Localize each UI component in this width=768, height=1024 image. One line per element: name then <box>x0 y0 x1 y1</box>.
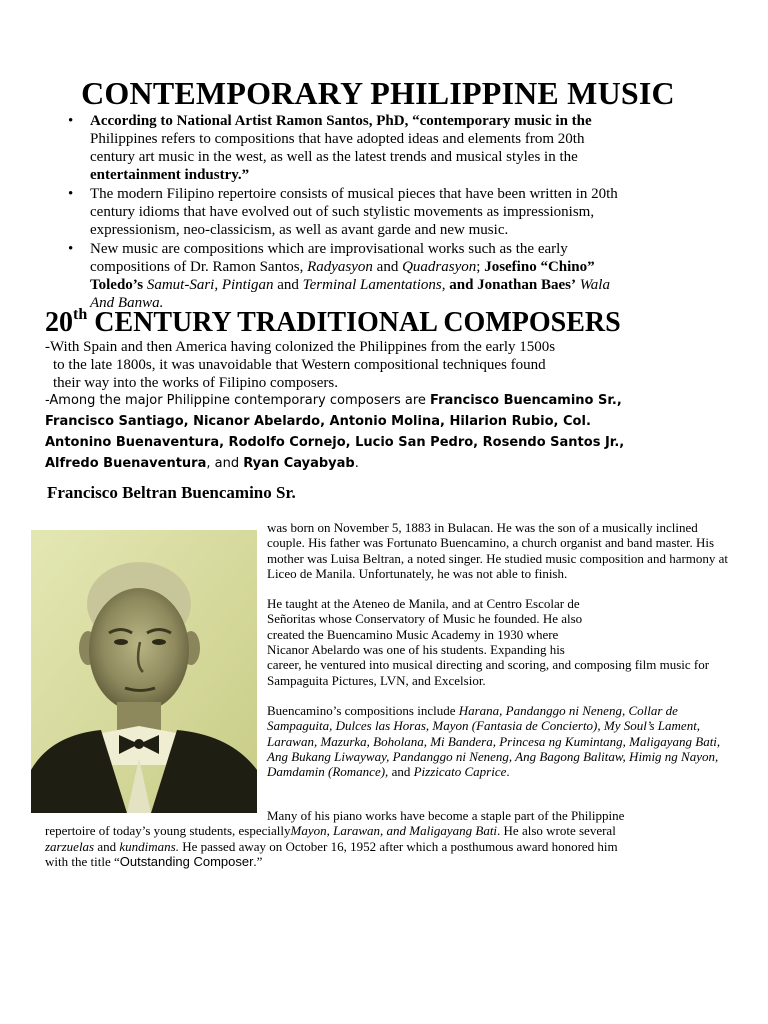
compositions-list: Harana, Pandanggo ni Neneng, Collar de Sampaguita, Dulces las Horas, Mayon (Fantasia de Concierto), My Soul’s Lament, Larawan, Mazurka, Boholana, Mi Bandera, Princesa ng Kumintang, Maligayang Bati, Ang Bukang Liwayway, Pandanggo ni Neneng, Ang Bagong Balitaw, Himig ng Nayon, Damdamin (Romance), <box>267 702 721 780</box>
portrait-image <box>31 530 257 813</box>
bio-text: and <box>94 838 120 854</box>
bio-paragraph <box>267 596 732 688</box>
bio-line: Señoritas whose Conservatory of Music he founded. He also <box>267 611 583 627</box>
bio-line: created the Buencamino Music Academy in 1930 where <box>267 626 559 642</box>
bullet-text: compositions of Dr. Ramon Santos, <box>90 259 308 275</box>
bio-text: Buencamino’s compositions include <box>267 702 459 718</box>
work-title: Terminal Lamentations, <box>302 277 446 293</box>
work-title: Quadrasyon <box>402 259 477 275</box>
composer-heading: Francisco Beltran Buencamino Sr. <box>47 483 296 502</box>
bio-closing-paragraph <box>45 808 735 869</box>
bullet-text: century art music in the west, as well as the latest trends and musical styles in the <box>90 149 578 165</box>
bio-paragraph <box>267 703 732 779</box>
award-title: Outstanding Composer <box>119 853 254 869</box>
work-title: Mayon, Larawan, and Maligayang Bati <box>290 823 498 839</box>
composer-name: Josefino “Chino” <box>484 259 595 275</box>
section-intro <box>45 338 685 392</box>
intro-line: to the late 1800s, it was unavoidable that Western compositional techniques found <box>53 357 546 373</box>
intro-line: -With Spain and then America having colonized the Philippines from the early 1500s <box>45 339 556 355</box>
bio-line: Nicanor Abelardo was one of his students. Expanding his <box>267 642 565 658</box>
bullet-item <box>90 185 715 239</box>
section-title <box>45 306 745 340</box>
major-lead-text: -Among the major Philippine contemporary composers are <box>45 393 431 408</box>
major-composers-paragraph <box>45 390 725 474</box>
bullet-text: • New music are compositions which are improvisational works such as the early <box>90 241 568 257</box>
composer-bio <box>267 520 732 779</box>
bullet-text: expressionism, neo-classicism, as well as avant garde and new music. <box>90 222 509 238</box>
major-lead-text: . <box>354 456 359 471</box>
work-title: Samut-Sari, Pintigan <box>146 277 274 293</box>
composer-names: Antonino Buenaventura, Rodolfo Cornejo, Lucio San Pedro, Rosendo Santos Jr., <box>45 435 625 450</box>
bio-paragraph: was born on November 5, 1883 in Bulacan. He was the son of a musically inclined couple. His father was Fortunato Buencamino, a church organist and band master. His mother was Luisa Beltran, a noted singer. He studied music composition and harmony at Liceo de Manila. Unfortunately, he was not able to finish. <box>267 520 729 581</box>
composer-names: Alfredo Buenaventura <box>45 456 207 471</box>
composer-names: Ryan Cayabyab <box>243 456 355 471</box>
bio-line: Many of his piano works have become a staple part of the Philippine <box>267 808 625 823</box>
bio-text: and <box>388 764 414 780</box>
bullet-text: century idioms that have evolved out of such stylistic movements as impressionism, <box>90 204 595 220</box>
bio-text: with the title “ <box>45 853 120 869</box>
intro-bullet-list <box>90 112 715 313</box>
bullet-text: ’s <box>132 277 147 293</box>
work-title: kundimans. <box>119 838 179 854</box>
bullet-text: According to National Artist Ramon Santos, PhD, “contemporary music in the <box>90 113 592 129</box>
section-title-ordinal: th <box>73 306 88 323</box>
bio-text: repertoire of today’s young students, especially <box>45 823 291 839</box>
intro-line: their way into the works of Filipino composers. <box>53 375 338 391</box>
composer-portrait <box>31 530 257 813</box>
bullet-item <box>90 112 715 184</box>
work-title: And Banwa. <box>90 295 164 311</box>
page-title: CONTEMPORARY PHILIPPINE MUSIC <box>81 75 675 111</box>
composer-names: Francisco Santiago, Nicanor Abelardo, Antonio Molina, Hilarion Rubio, Col. <box>45 414 591 429</box>
major-lead-text: , and <box>206 456 244 471</box>
work-title: zarzuelas <box>45 838 95 854</box>
section-title-text: CENTURY TRADITIONAL COMPOSERS <box>87 307 621 338</box>
bullet-text: • The modern Filipino repertoire consists of musical pieces that have been written in 20th <box>90 186 618 202</box>
bullet-item <box>90 240 715 312</box>
bullet-text: entertainment industry.” <box>90 167 250 183</box>
bio-text: He passed away on October 16, 1952 after which a posthumous award honored him <box>179 838 618 854</box>
composer-names: Francisco Buencamino Sr., <box>430 393 622 408</box>
bullet-text: ; <box>476 259 485 275</box>
composer-name: Toledo <box>90 277 133 293</box>
bio-text: . He also wrote several <box>497 823 616 839</box>
work-title: Radyasyon <box>307 259 373 275</box>
bio-line: He taught at the Ateneo de Manila, and at Centro Escolar de <box>267 596 580 612</box>
bullet-text: Philippines refers to compositions that have adopted ideas and elements from 20th <box>90 131 585 147</box>
bio-text: . <box>506 764 510 780</box>
work-title: Wala <box>575 277 610 293</box>
section-title-number: 20 <box>45 307 73 338</box>
bullet-text: and <box>273 277 303 293</box>
work-title: Pizzicato Caprice <box>413 764 507 780</box>
bio-line: career, he ventured into musical directing and scoring, and composing film music for Sampaguita Pictures, LVN, and Excelsior. <box>267 657 710 688</box>
bio-text: .” <box>253 853 263 869</box>
bullet-text: and <box>372 259 403 275</box>
composer-name: and Jonathan Baes’ <box>445 277 576 293</box>
